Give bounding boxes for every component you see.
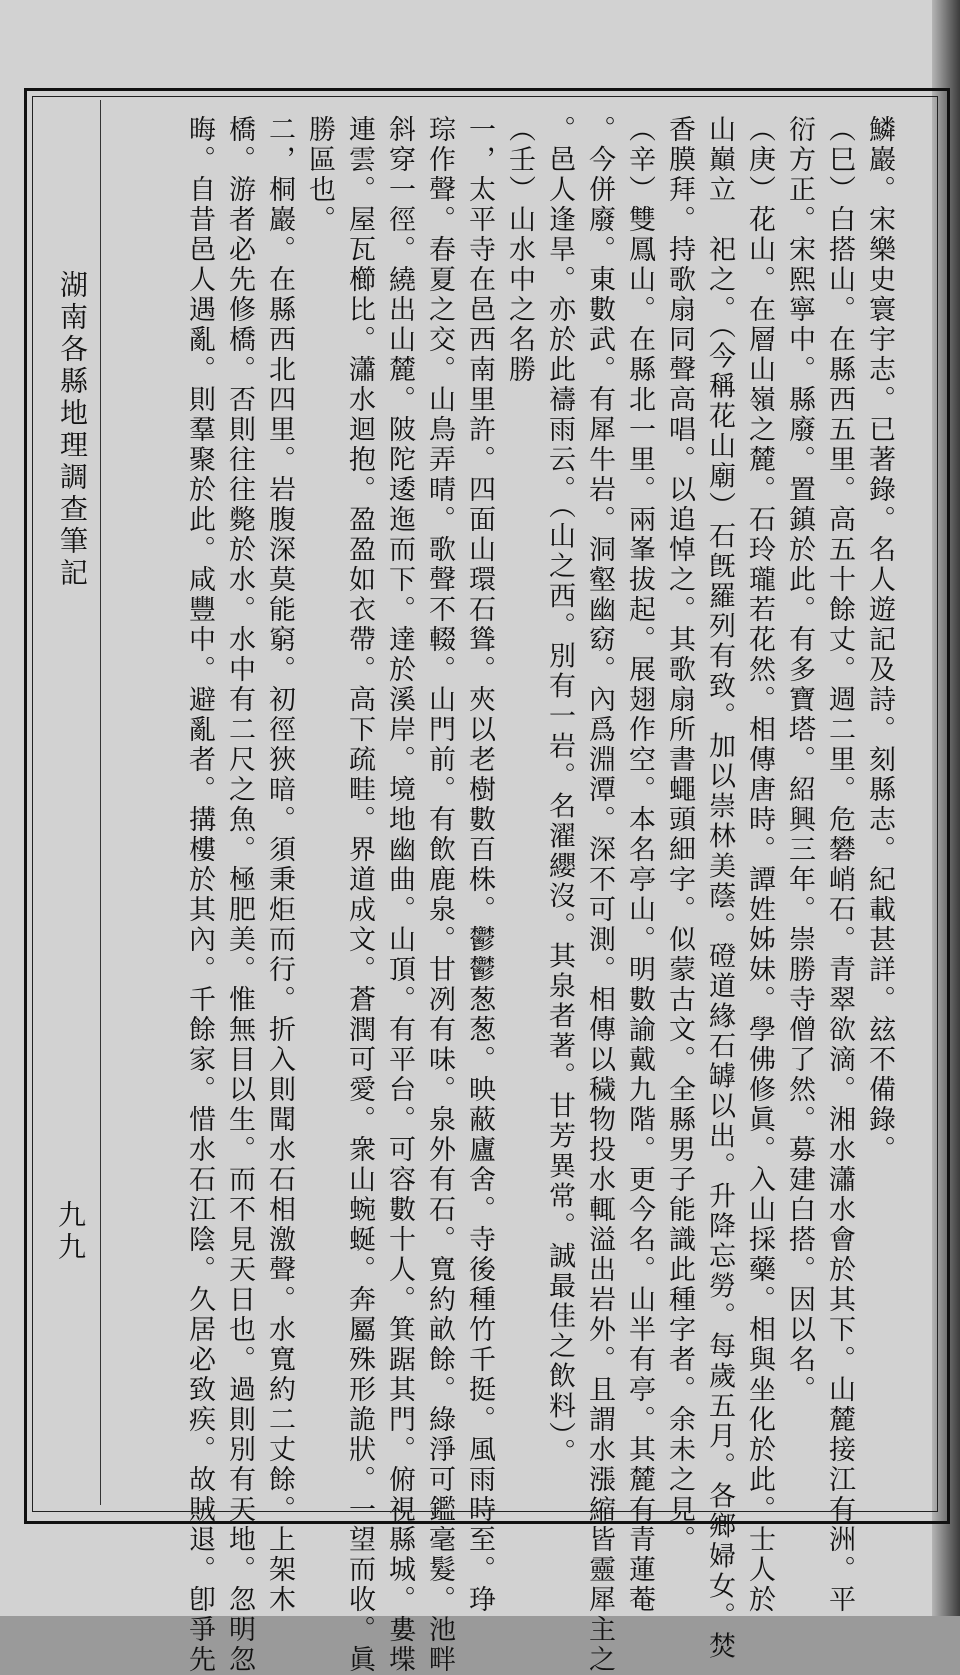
- text-column: 橋。游者必先修橋。否則往往斃於水。水中有二尺之魚。極肥美。惟無目以生。而不見天日也。過則別有天地。忽明忽: [224, 115, 255, 1675]
- text-column: 香膜拜。持歌扇同聲高唱。以追悼之。其歌扇所書蠅頭細字。似蒙古文。全縣男子能識此種字者。余未之見。: [664, 115, 695, 1555]
- text-column: （庚）花山。在層山嶺之麓。石玲瓏若花然。相傳唐時。譚姓姊妹。學佛修眞。入山採藥。相與坐化於此。士人於: [744, 115, 775, 1615]
- margin-rule: [100, 100, 101, 1505]
- text-column: （辛）雙鳳山。在縣北一里。兩峯拔起。展翅作空。本名亭山。明數諭戴九階。更今名。山半有亭。其麓有青蓮菴: [624, 115, 655, 1615]
- text-column: 鱗巖。宋樂史寰宇志。已著錄。名人遊記及詩。刻縣志。紀載甚詳。玆不備錄。: [864, 115, 895, 1165]
- text-column: 。今併廢。東數武。有犀牛岩。洞壑幽窈。內爲淵潭。深不可測。相傳以穢物投水輒溢出岩外。且謂水漲縮皆靈犀主之: [584, 115, 615, 1675]
- text-column: （巳）白搭山。在縣西五里。高五十餘丈。週二里。危礬峭石。青翠欲滴。湘水瀟水會於其下。山麓接江有洲。平: [824, 115, 855, 1615]
- text-column: 斜穿一徑。繞出山麓。陂陀逶迤而下。達於溪岸。境地幽曲。山頂。有平台。可容數十人。箕踞其門。俯視縣城。婁堞: [384, 115, 415, 1675]
- text-column: 琮作聲。春夏之交。山鳥弄晴。歌聲不輟。山門前。有飲鹿泉。甘冽有味。泉外有石。寬約畝餘。綠淨可鑑毫髮。池畔: [424, 115, 455, 1675]
- page-number: 九九: [54, 1200, 87, 1264]
- section-heading: （壬）山水中之名勝: [504, 115, 535, 385]
- text-column: 衍方正。宋熙寧中。縣廢。置鎮於此。有多寶塔。紹興三年。崇勝寺僧了然。募建白搭。因以名。: [784, 115, 815, 1405]
- text-column: 勝區也。: [304, 115, 335, 235]
- book-title: 湖南各縣地理調查筆記: [56, 270, 89, 590]
- text-column: 連雲。屋瓦櫛比。瀟水迴抱。盈盈如衣帶。高下疏畦。界道成文。蒼潤可愛。衆山蜿蜒。奔屬殊形詭狀。一望而收。眞: [344, 115, 375, 1675]
- text-column: 山巔立 祀之。（今稱花山廟）石旣羅列有致。加以崇林美蔭。磴道緣石罅以出。升降忘勞。每歲五月。各鄉婦女。焚: [704, 115, 735, 1662]
- text-column: 。邑人逢旱。亦於此禱雨云。（山之西。別有一岩。名濯纓沒。其泉者著。甘芳異常。誠最佳之飲料）。: [544, 115, 575, 1468]
- text-column: 一，太平寺在邑西南里許。四面山環石聳。夾以老樹數百株。鬱鬱葱葱。映蔽廬舍。寺後種竹千挺。風雨時至。琤: [464, 115, 495, 1615]
- text-column: 二，桐巖。在縣西北四里。岩腹深莫能窮。初徑狹暗。須秉炬而行。折入則聞水石相激聲。水寬約二丈餘。上架木: [264, 115, 295, 1615]
- text-column: 晦。自昔邑人遇亂。則羣聚於此。咸豐中。避亂者。搆樓於其內。千餘家。惜水石江陰。久居必致疾。故賊退。卽爭先: [184, 115, 215, 1675]
